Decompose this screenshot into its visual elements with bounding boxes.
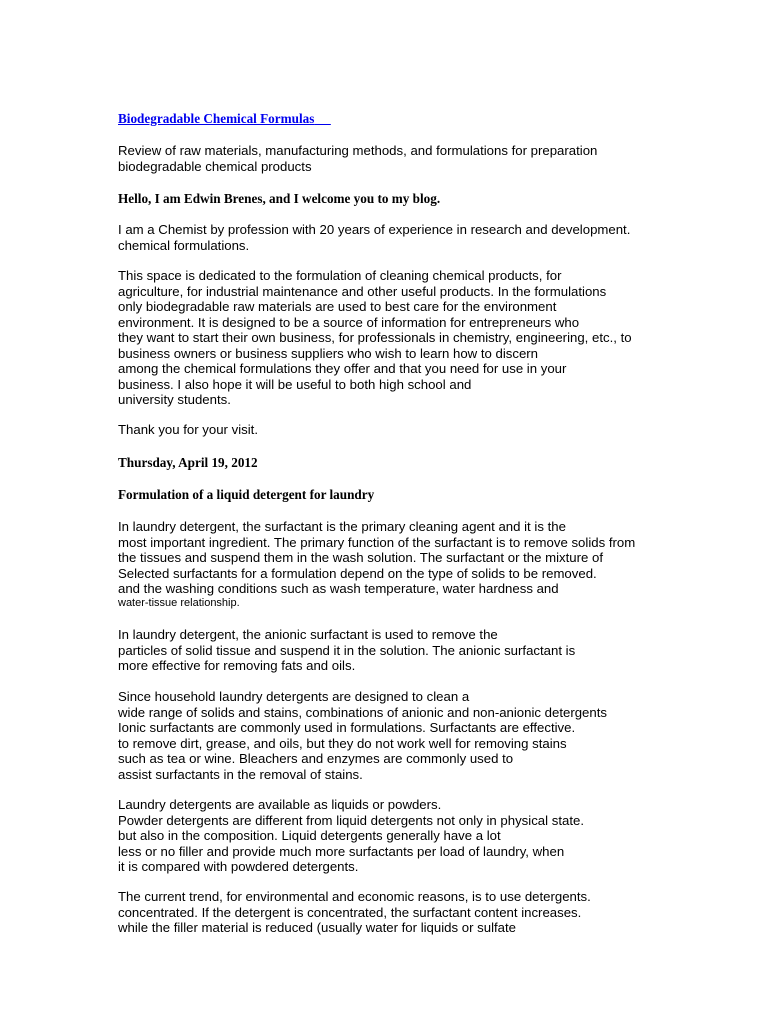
post-paragraph-2: In laundry detergent, the anionic surfactant is used to remove the particles of solid tissue and suspend it in the solution. The anionic surfactant is more effective for removing fats and oils. [118, 627, 576, 673]
post-date: Thursday, April 19, 2012 [118, 455, 258, 470]
intro-paragraph-1: I am a Chemist by profession with 20 years of experience in research and development. chemical formulations. [118, 222, 631, 253]
blog-title-link[interactable] [118, 111, 331, 127]
post-paragraph-5: The current trend, for environmental and economic reasons, is to use detergents. concentrated. If the detergent is concentrated, the surfactant content increases. while the filler material is reduced (usually water for liquids or sulfate [118, 889, 591, 935]
title-underline-tail [314, 111, 330, 126]
post-paragraph-4: Laundry detergents are available as liquids or powders. Powder detergents are different from liquid detergents not only in physical state. but also in the composition. Liquid detergents generally have a lot less or no filler and provide much more surfactants per load of laundry, when it is compared with powdered detergents. [118, 797, 584, 874]
post-title: Formulation of a liquid detergent for laundry [118, 487, 375, 502]
post-paragraph-1: In laundry detergent, the surfactant is the primary cleaning agent and it is the most important ingredient. The primary function of the surfactant is to remove solids from the tissues and suspend them in the wash solution. The surfactant or the mixture of Selected surfactants for a formulation depend on the type of solids to be removed. and the washing conditions such as wash temperature, water hardness and [118, 519, 636, 596]
intro-paragraph-2: This space is dedicated to the formulation of cleaning chemical products, for agriculture, for industrial maintenance and other useful products. In the formulations only biodegradable raw materials are used to best care for the environment environment. It is designed to be a source of information for entrepreneurs who they want to start their own business, for professionals in chemistry, engineering, etc., to business owners or business suppliers who wish to learn how to discern among the chemical formulations they offer and that you need for use in your business. I also hope it will be useful to both high school and university students. [118, 268, 632, 407]
blog-title: Biodegradable Chemical Formulas [118, 111, 315, 126]
post-paragraph-1-tail: water-tissue relationship. [118, 597, 240, 609]
blog-subtitle: Review of raw materials, manufacturing methods, and formulations for preparation biodegradable chemical products [118, 143, 598, 174]
thanks-text: Thank you for your visit. [118, 422, 258, 437]
greeting-heading: Hello, I am Edwin Brenes, and I welcome you to my blog. [118, 191, 441, 206]
post-paragraph-3: Since household laundry detergents are designed to clean a wide range of solids and stains, combinations of anionic and non-anionic detergents Ionic surfactants are commonly used in formulations. Surfactants are effective. to remove dirt, grease, and oils, but they do not work well for removing stains such as tea or wine. Bleachers and enzymes are commonly used to assist surfactants in the removal of stains. [118, 689, 607, 782]
